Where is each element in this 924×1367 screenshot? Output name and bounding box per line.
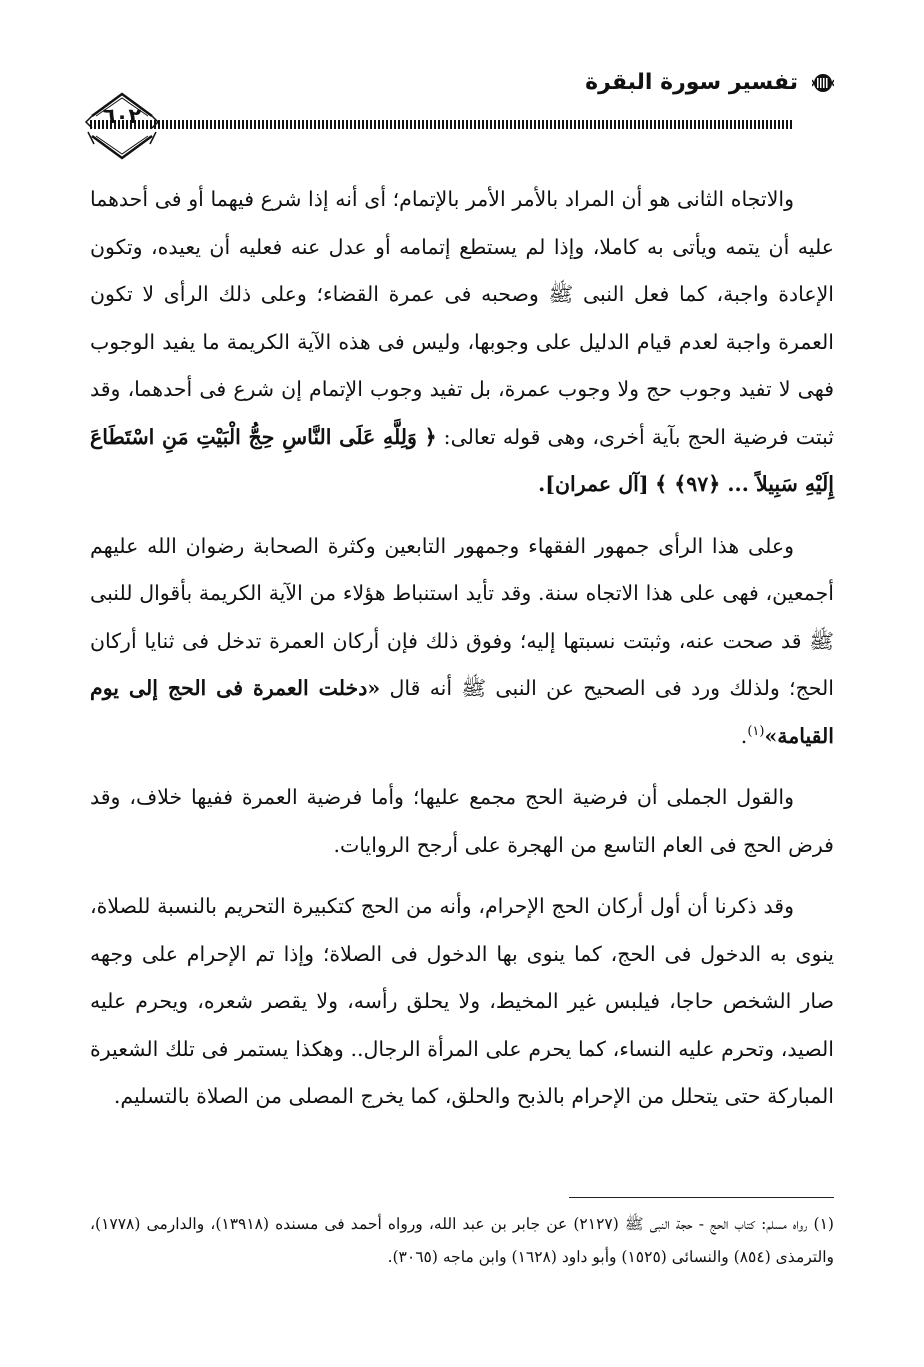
footnote: (١) رواه مسلم: كتاب الحج - حجة النبى ﷺ (٢١٢٧) عن جابر بن عبد الله، ورواه أحمد فى مسنده (١٣٩١٨)، والدارمى (١٧٧٨)، والترمذى (٨٥٤) والنسائى (١٥٢٥) وأبو داود (١٦٢٨) وابن ماجه (٣٠٦٥). — [90, 1215, 834, 1266]
surah-reference: [آل عمران]. — [538, 472, 649, 496]
footnote-divider — [569, 1197, 834, 1198]
header-rule — [90, 120, 794, 129]
footnote-marker[interactable]: (١) — [747, 723, 765, 739]
page-number: ٦٠٢ — [102, 104, 142, 128]
sentence-end: . — [740, 723, 748, 748]
paragraph-text: والاتجاه الثانى هو أن المراد بالأمر الأمر بالإتمام؛ أى أنه إذا شرع فيهما أو فى أحدهما عليه أن يتمه ويأتى به كاملا، وإذا لم يستطع إتمامه أو عدل عنه فعليه أن يعيده، وتكون الإعادة واجبة، كما فعل النبى ﷺ وصحبه فى عمرة القضاء؛ وعلى ذلك الرأى لا تكون العمرة واجبة لعدم قيام الدليل على وجوبها، وليس فى هذه الآية الكريمة ما يفيد الوجوب فهى لا تفيد وجوب حج ولا وجوب عمرة، بل تفيد وجوب الإتمام إن شرع فى أحدهما، وقد ثبتت فرضية الحج بآية أخرى، وهى قوله تعالى: — [90, 187, 834, 449]
header-title: تفسير سورة البقرة — [585, 70, 798, 95]
paragraph — [90, 176, 834, 509]
paragraph — [90, 523, 834, 761]
paragraph — [90, 883, 834, 1121]
paragraph-text: وقد ذكرنا أن أول أركان الحج الإحرام، وأنه من الحج كتكبيرة التحريم بالنسبة للصلاة، ينوى به الدخول فى الحج، كما ينوى بها الدخول فى الصلاة؛ وإذا تم الإحرام على وجهه صار الشخص حاجا، فيلبس غير المخيط، ولا يحلق رأسه، ولا يقصر شعره، ويحرم عليه الصيد، وتحرم عليه النساء، كما يحرم على المرأة الرجال.. وهكذا يستمر فى تلك الشعيرة المباركة حتى يتحلل من الإحرام بالذبح والحلق، كما يخرج المصلى من الصلاة بالتسليم. — [90, 894, 834, 1108]
quran-verse: ﴿ وَلِلَّهِ عَلَى النَّاسِ حِجُّ الْبَيْتِ مَنِ اسْتَطَاعَ إِلَيْهِ سَبِيلاً ... ﴿٩٧﴾ ﴾ — [90, 424, 834, 496]
paragraph-text: وعلى هذا الرأى جمهور الفقهاء وجمهور التابعين وكثرة الصحابة رضوان الله عليهم أجمعين، فهى على هذا الاتجاه سنة. وقد تأيد استنباط هؤلاء من الآية الكريمة بأقوال للنبى ﷺ قد صحت عنه، وثبتت نسبتها إليه؛ وفوق ذلك فإن أركان العمرة تدخل فى ثنايا أركان الحج؛ ولذلك ورد فى الصحيح عن النبى ﷺ أنه قال — [90, 533, 834, 700]
ornament-icon — [812, 72, 834, 94]
paragraph-text: والقول الجملى أن فرضية الحج مجمع عليها؛ وأما فرضية العمرة ففيها خلاف، وقد فرض الحج فى العام التاسع من الهجرة على أرجح الروايات. — [90, 785, 834, 857]
hadith-quote: «دخلت العمرة فى الحج إلى يوم القيامة» — [90, 676, 834, 748]
paragraph — [90, 774, 834, 869]
body-text — [90, 176, 834, 1135]
running-header — [585, 70, 834, 95]
